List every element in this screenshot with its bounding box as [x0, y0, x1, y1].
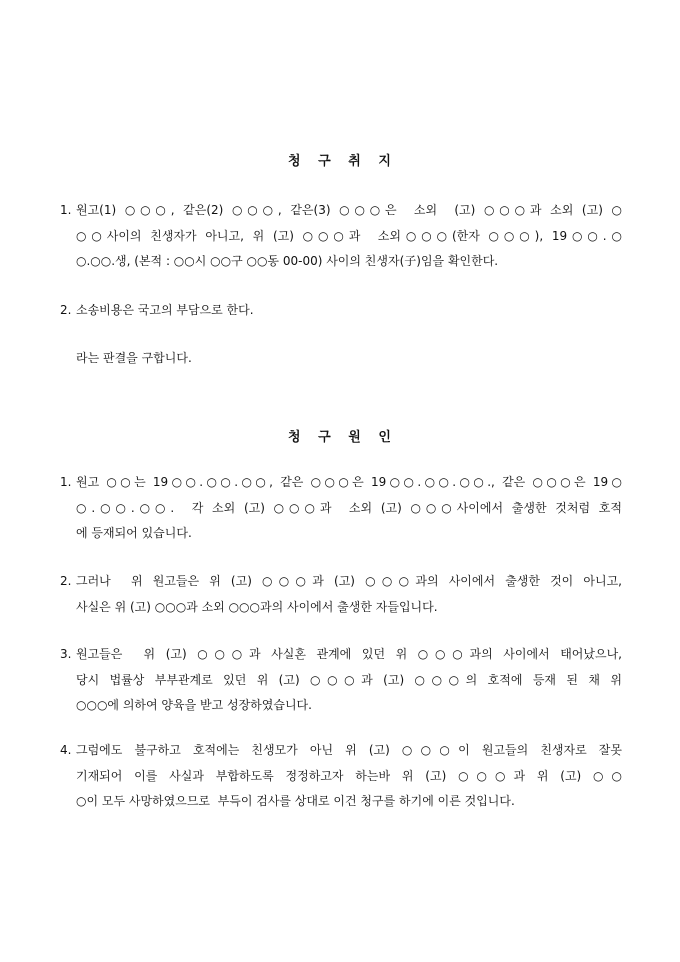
cause-item-4-text: [76, 738, 622, 815]
cause-item-2-line-1: 그러나 위 원고들은 위 (고) ○○○과 (고) ○○○과의 사이에서 출생한 것이 아니고,: [76, 574, 622, 588]
heading-claim-cause: 청 구 원 인: [288, 430, 392, 445]
cause-item-2-number: 2.: [60, 574, 72, 588]
cause-item-2-line-2: 사실은 위 (고) ○○○과 소외 ○○○과의 사이에서 출생한 자들입니다.: [76, 599, 438, 614]
claim-item-1-text: [76, 198, 622, 275]
claim-item-2-line-1: 소송비용은 국고의 부담으로 한다.: [76, 303, 254, 317]
cause-item-3-text: [76, 642, 622, 719]
cause-item-4-number: 4.: [60, 743, 72, 757]
cause-item-4-line-3: ○이 모두 사망하였으므로 부득이 검사를 상대로 이건 청구를 하기에 이른 것입니다.: [76, 794, 515, 808]
claim-item-1-line-2: ○○사이의 친생자가 아니고, 위 (고) ○○○과 소외○○○(한자 ○○○), 19○○.○: [76, 228, 622, 243]
claim-item-2-number: 2.: [60, 303, 72, 317]
claim-item-1-line-1: 원고(1) ○○○, 같은(2) ○○○, 같은(3) ○○○은 소외 (고) ○○○과 소외 (고) ○: [76, 203, 622, 217]
cause-item-1-number: 1.: [60, 475, 72, 489]
claim-item-2-text: [76, 298, 622, 324]
cause-item-1-text: [76, 470, 622, 547]
cause-item-1-line-1: 원고 ○○는 19○○.○○.○○, 같은 ○○○은 19○○.○○.○○., 같은 ○○○은 19○: [76, 475, 622, 489]
cause-item-2-text: [76, 569, 622, 620]
claim-item-1-number: 1.: [60, 203, 72, 217]
cause-item-4-line-1: 그럼에도 불구하고 호적에는 친생모가 아닌 위 (고) ○○○이 원고들의 친생자로 잘못: [76, 743, 622, 757]
claim-item-1-line-3: ○.○○.생, (본적 : ○○시 ○○구 ○○동 00-00) 사이의 친생자(子)임을 확인한다.: [76, 254, 499, 268]
cause-item-1-line-3: 에 등재되어 있습니다.: [76, 526, 192, 540]
cause-item-3-line-3: ○○○에 의하여 양육을 받고 성장하였습니다.: [76, 698, 312, 712]
cause-item-4-line-2: 기재되어 이를 사실과 부합하도록 정정하고자 하는바 위 (고) ○○○과 위 (고) ○○: [76, 768, 622, 783]
cause-item-3-line-1: 원고들은 위 (고) ○○○과 사실혼 관계에 있던 위 ○○○과의 사이에서 태어났으나,: [76, 647, 622, 661]
cause-item-3-line-2: 당시 법률상 부부관계로 있던 위 (고) ○○○과 (고) ○○○의 호적에 등재 된 채 위: [76, 672, 622, 687]
heading-claim-purpose: 청 구 취 지: [288, 154, 392, 169]
cause-item-3-number: 3.: [60, 647, 72, 661]
closing-sentence: 라는 판결을 구합니다.: [76, 351, 192, 365]
cause-item-1-line-2: ○.○○.○○. 각 소외 (고) ○○○과 소외 (고) ○○○사이에서 출생한 것처럼 호적: [76, 500, 622, 515]
